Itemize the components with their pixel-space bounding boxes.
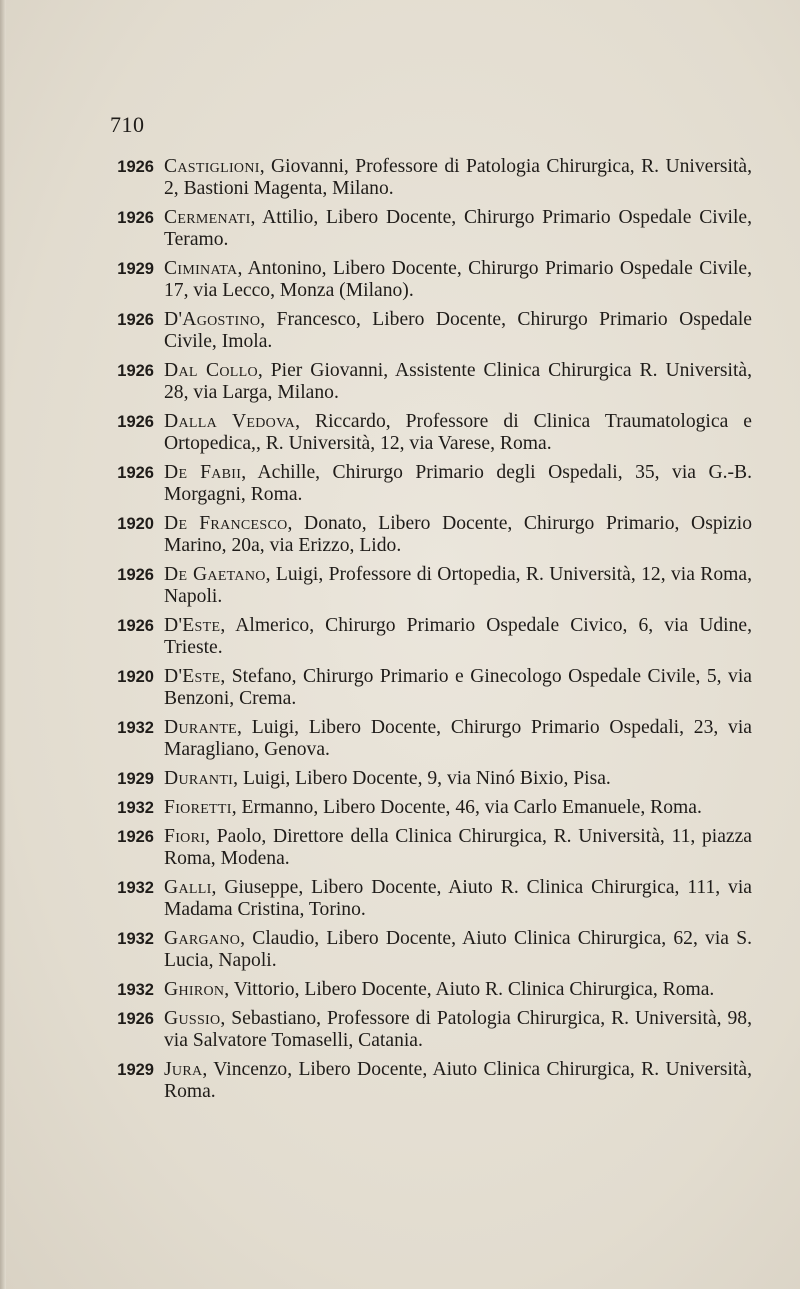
entry-year: 1926	[117, 617, 154, 635]
entry-details: , Vincenzo, Libero Docente, Aiuto Clinica Chirurgica, R. Università, Roma.	[164, 1059, 752, 1102]
entry-details: , Paolo, Direttore della Clinica Chirurgica, R. Università, 11, piazza Roma, Modena.	[164, 826, 752, 869]
member-entry	[92, 826, 752, 870]
entry-surname: Gussio	[164, 1008, 221, 1029]
entry-text	[164, 1008, 752, 1052]
entry-surname: Dal Collo	[164, 360, 258, 381]
entry-year: 1920	[117, 515, 154, 533]
member-entry	[92, 979, 752, 1001]
entry-surname: De Gaetano	[164, 564, 266, 585]
entry-surname: Fiori	[164, 826, 206, 847]
entry-surname: Durante	[164, 717, 238, 738]
member-entry	[92, 411, 752, 455]
member-entry	[92, 928, 752, 972]
member-entry	[92, 615, 752, 659]
entry-text	[164, 411, 752, 455]
entry-text	[164, 1059, 752, 1103]
page-number: 710	[110, 112, 145, 137]
member-entry	[92, 309, 752, 353]
entry-surname: De Francesco	[164, 513, 288, 534]
entry-details: , Luigi, Professore di Ortopedia, R. Università, 12, via Roma, Napoli.	[164, 564, 752, 607]
entry-year: 1926	[117, 413, 154, 431]
entry-details: , Almerico, Chirurgo Primario Ospedale Civico, 6, via Udine, Trieste.	[164, 615, 752, 658]
entry-text	[164, 309, 752, 353]
entry-details: , Sebastiano, Professore di Patologia Chirurgica, R. Università, 98, via Salvatore Tomaselli, Catania.	[164, 1008, 752, 1051]
entry-year: 1926	[117, 464, 154, 482]
entry-details: , Achille, Chirurgo Primario degli Ospedali, 35, via G.-B. Morgagni, Roma.	[164, 462, 752, 505]
entry-text	[164, 797, 752, 819]
member-entry	[92, 360, 752, 404]
entry-year: 1929	[117, 260, 154, 278]
entry-text	[164, 462, 752, 506]
member-entry	[92, 513, 752, 557]
entry-details: , Donato, Libero Docente, Chirurgo Primario, Ospizio Marino, 20a, via Erizzo, Lido.	[164, 513, 752, 556]
entry-surname: De Fabii	[164, 462, 242, 483]
member-entry	[92, 717, 752, 761]
entry-details: , Luigi, Libero Docente, Chirurgo Primario Ospedali, 23, via Maragliano, Genova.	[164, 717, 752, 760]
member-entry	[92, 1008, 752, 1052]
entry-year: 1926	[117, 566, 154, 584]
entry-year: 1932	[117, 879, 154, 897]
member-entry	[92, 877, 752, 921]
entry-text	[164, 877, 752, 921]
member-entry	[92, 564, 752, 608]
entry-details: , Stefano, Chirurgo Primario e Ginecologo Ospedale Civile, 5, via Benzoni, Crema.	[164, 666, 752, 709]
entry-surname: Gargano	[164, 928, 241, 949]
entry-year: 1920	[117, 668, 154, 686]
entry-text	[164, 360, 752, 404]
entry-details: , Francesco, Libero Docente, Chirurgo Primario Ospedale Civile, Imola.	[164, 309, 752, 352]
page-binding-edge	[0, 0, 6, 1289]
entry-surname: Castiglioni	[164, 156, 260, 177]
entry-text	[164, 564, 752, 608]
entry-text	[164, 979, 752, 1001]
entry-year: 1926	[117, 158, 154, 176]
member-entry	[92, 768, 752, 790]
entry-surname: Ghiron	[164, 979, 225, 1000]
entry-text	[164, 928, 752, 972]
member-entry	[92, 462, 752, 506]
entry-text	[164, 717, 752, 761]
entry-text	[164, 826, 752, 870]
entry-year: 1926	[117, 1010, 154, 1028]
entry-details: , Attilio, Libero Docente, Chirurgo Primario Ospedale Civile, Teramo.	[164, 207, 752, 250]
entry-surname: D'Agostino	[164, 309, 261, 330]
entry-details: , Pier Giovanni, Assistente Clinica Chirurgica R. Università, 28, via Larga, Milano.	[164, 360, 752, 403]
entry-year: 1932	[117, 981, 154, 999]
member-entry	[92, 797, 752, 819]
entry-surname: Jura	[164, 1059, 203, 1080]
entry-text	[164, 513, 752, 557]
entry-text	[164, 768, 752, 790]
member-entry	[92, 1059, 752, 1103]
entry-surname: Duranti	[164, 768, 234, 789]
entry-year: 1926	[117, 209, 154, 227]
entry-surname: D'Este	[164, 615, 221, 636]
entry-details: , Ermanno, Libero Docente, 46, via Carlo Emanuele, Roma.	[231, 797, 702, 818]
entry-year: 1926	[117, 362, 154, 380]
entry-details: , Riccardo, Professore di Clinica Traumatologica e Ortopedica,, R. Università, 12, via Varese, Roma.	[164, 411, 752, 454]
entry-details: , Giuseppe, Libero Docente, Aiuto R. Clinica Chirurgica, 111, via Madama Cristina, Torino.	[164, 877, 752, 920]
entry-year: 1926	[117, 828, 154, 846]
entry-details: , Giovanni, Professore di Patologia Chirurgica, R. Università, 2, Bastioni Magenta, Milano.	[164, 156, 752, 199]
entry-details: , Luigi, Libero Docente, 9, via Ninó Bixio, Pisa.	[233, 768, 611, 789]
member-entry	[92, 156, 752, 200]
entry-details: , Antonino, Libero Docente, Chirurgo Primario Ospedale Civile, 17, via Lecco, Monza (Milano).	[164, 258, 752, 301]
entry-year: 1929	[117, 770, 154, 788]
entry-details: , Vittorio, Libero Docente, Aiuto R. Clinica Chirurgica, Roma.	[224, 979, 715, 1000]
entry-surname: Galli	[164, 877, 212, 898]
member-entry	[92, 666, 752, 710]
entry-details: , Claudio, Libero Docente, Aiuto Clinica Chirurgica, 62, via S. Lucia, Napoli.	[164, 928, 752, 971]
entry-surname: Cermenati	[164, 207, 251, 228]
entry-surname: D'Este	[164, 666, 221, 687]
entry-year: 1932	[117, 799, 154, 817]
entry-year: 1929	[117, 1061, 154, 1079]
entry-year: 1932	[117, 930, 154, 948]
entry-surname: Fioretti	[164, 797, 232, 818]
entry-text	[164, 258, 752, 302]
entry-year: 1932	[117, 719, 154, 737]
entry-year: 1926	[117, 311, 154, 329]
entry-surname: Ciminata	[164, 258, 238, 279]
entry-text	[164, 207, 752, 251]
member-list	[92, 156, 752, 1110]
member-entry	[92, 207, 752, 251]
entry-text	[164, 156, 752, 200]
entry-text	[164, 615, 752, 659]
member-entry	[92, 258, 752, 302]
entry-text	[164, 666, 752, 710]
entry-surname: Dalla Vedova	[164, 411, 296, 432]
